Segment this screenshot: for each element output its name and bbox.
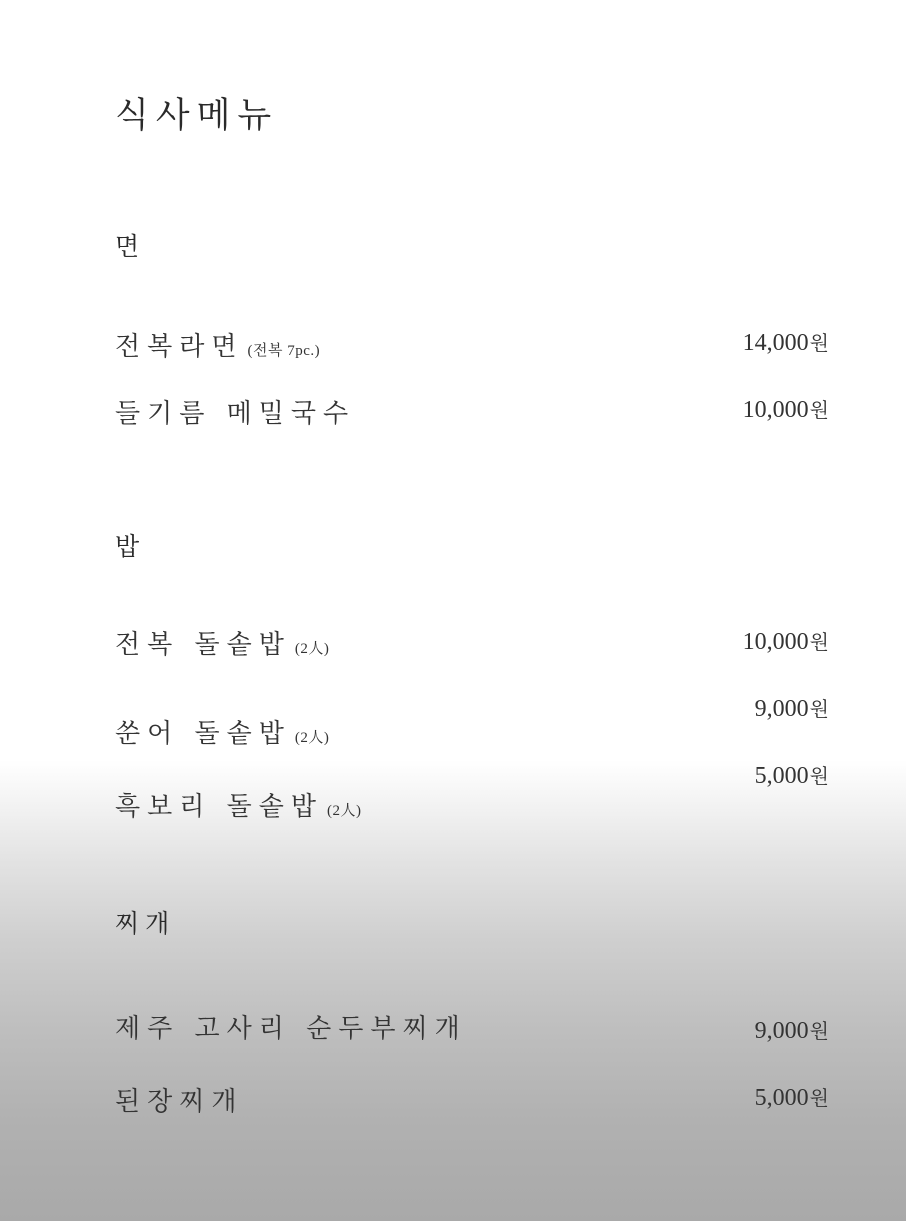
price-value: 10,000	[742, 629, 809, 655]
menu-item-label: 전복라면	[115, 332, 244, 362]
price-value: 10,000	[742, 397, 809, 423]
menu-item-name	[115, 713, 329, 750]
menu-item-label: 제주 고사리 순두부찌개	[115, 1014, 467, 1044]
price-value: 14,000	[742, 330, 809, 356]
price-unit: 원	[809, 331, 829, 355]
menu-item-price	[743, 394, 829, 424]
price-unit: 원	[809, 630, 829, 654]
price-unit: 원	[809, 764, 829, 788]
price-unit: 원	[809, 697, 829, 721]
menu-item-note: (2人)	[326, 803, 362, 819]
section-title-rice: 밥	[115, 532, 146, 561]
menu-item-name	[115, 1008, 467, 1045]
menu-item-label: 된장찌개	[115, 1087, 244, 1117]
menu-item-name	[115, 786, 361, 823]
section-title-stew: 찌개	[115, 909, 176, 938]
price-value: 9,000	[754, 696, 809, 722]
menu-item-price	[755, 760, 829, 790]
price-value: 5,000	[754, 763, 809, 789]
menu-item-label: 쑨어 돌솥밥	[115, 719, 291, 749]
menu-item-price	[755, 693, 829, 723]
menu-item-price	[755, 1082, 829, 1112]
menu-item-name	[115, 393, 355, 430]
menu-item-label: 전복 돌솥밥	[115, 630, 291, 660]
menu-item-name	[115, 1081, 243, 1118]
menu-item-name	[115, 326, 320, 363]
menu-item-price	[743, 626, 829, 656]
menu-item-label: 들기름 메밀국수	[115, 399, 356, 429]
section-title-noodles: 면	[115, 232, 146, 261]
menu-title: 식사메뉴	[115, 96, 279, 136]
price-unit: 원	[809, 1086, 829, 1110]
menu-item-price	[743, 327, 829, 357]
menu-item-price	[755, 1015, 829, 1045]
menu-item-note: (전복 7pc.)	[247, 343, 321, 359]
price-value: 5,000	[754, 1085, 809, 1111]
price-unit: 원	[809, 398, 829, 422]
menu-item-note: (2人)	[294, 730, 330, 746]
menu-item-name	[115, 624, 329, 661]
price-value: 9,000	[754, 1018, 809, 1044]
menu-item-label: 흑보리 돌솥밥	[115, 792, 323, 822]
menu-item-note: (2人)	[294, 641, 330, 657]
price-unit: 원	[809, 1019, 829, 1043]
